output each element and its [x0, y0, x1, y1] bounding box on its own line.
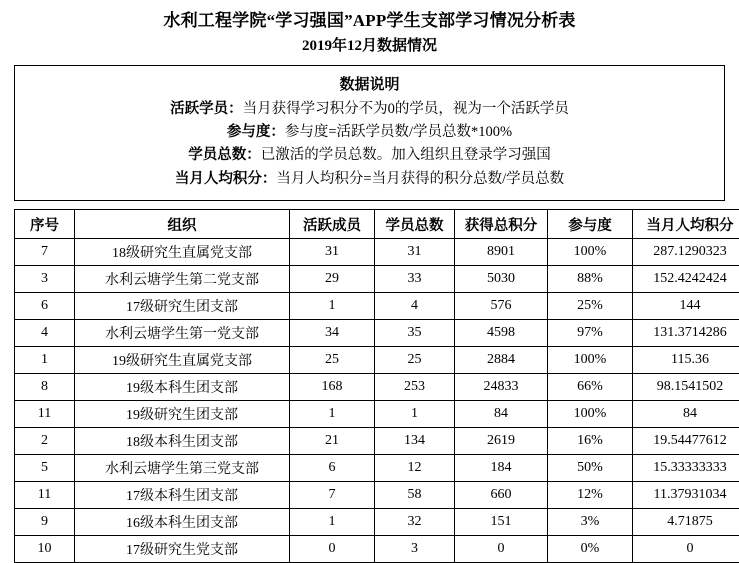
cell-total-points: 660	[455, 482, 548, 509]
cell-index: 11	[15, 482, 75, 509]
analysis-table	[14, 209, 739, 563]
cell-active-members: 1	[290, 509, 375, 536]
note-label-average-points: 当月人均积分：	[175, 171, 277, 187]
note-label-participation: 参与度：	[227, 124, 285, 140]
cell-index: 2	[15, 428, 75, 455]
cell-participation: 12%	[548, 482, 633, 509]
cell-active-members: 6	[290, 455, 375, 482]
cell-average-points: 115.36	[633, 347, 739, 374]
column-header-index: 序号	[15, 210, 75, 239]
table-row	[15, 293, 739, 320]
note-text-average-points: 当月人均积分=当月获得的积分总数/学员总数	[276, 171, 564, 187]
table-row	[15, 455, 739, 482]
table-row	[15, 239, 739, 266]
cell-total-members: 12	[375, 455, 455, 482]
cell-average-points: 0	[633, 536, 739, 563]
title-block	[0, 0, 739, 58]
note-label-total-members: 学员总数：	[188, 147, 261, 163]
table-row	[15, 374, 739, 401]
cell-index: 5	[15, 455, 75, 482]
cell-index: 11	[15, 401, 75, 428]
cell-organization: 19级研究生团支部	[75, 401, 290, 428]
note-line-total-members	[25, 144, 714, 167]
cell-organization: 17级研究生团支部	[75, 293, 290, 320]
cell-index: 1	[15, 347, 75, 374]
cell-active-members: 34	[290, 320, 375, 347]
table-row	[15, 320, 739, 347]
cell-organization: 水利云塘学生第一党支部	[75, 320, 290, 347]
cell-participation: 97%	[548, 320, 633, 347]
cell-participation: 100%	[548, 239, 633, 266]
cell-participation: 88%	[548, 266, 633, 293]
cell-index: 9	[15, 509, 75, 536]
table-header-row	[15, 210, 739, 239]
cell-total-points: 4598	[455, 320, 548, 347]
cell-average-points: 152.4242424	[633, 266, 739, 293]
cell-index: 7	[15, 239, 75, 266]
page-subtitle: 2019年12月数据情况	[0, 34, 739, 58]
cell-participation: 66%	[548, 374, 633, 401]
note-text-total-members: 已激活的学员总数。加入组织且登录学习强国	[261, 147, 551, 163]
table-row	[15, 428, 739, 455]
cell-total-points: 2884	[455, 347, 548, 374]
cell-active-members: 29	[290, 266, 375, 293]
cell-active-members: 21	[290, 428, 375, 455]
cell-total-points: 5030	[455, 266, 548, 293]
cell-participation: 16%	[548, 428, 633, 455]
cell-active-members: 1	[290, 293, 375, 320]
cell-total-members: 32	[375, 509, 455, 536]
cell-organization: 18级研究生直属党支部	[75, 239, 290, 266]
cell-index: 10	[15, 536, 75, 563]
cell-participation: 50%	[548, 455, 633, 482]
cell-participation: 0%	[548, 536, 633, 563]
cell-total-members: 33	[375, 266, 455, 293]
table-row	[15, 347, 739, 374]
cell-total-members: 25	[375, 347, 455, 374]
cell-average-points: 98.1541502	[633, 374, 739, 401]
cell-total-members: 253	[375, 374, 455, 401]
cell-total-members: 3	[375, 536, 455, 563]
page-title: 水利工程学院“学习强国”APP学生支部学习情况分析表	[0, 8, 739, 34]
column-header-organization: 组织	[75, 210, 290, 239]
cell-active-members: 25	[290, 347, 375, 374]
cell-average-points: 287.1290323	[633, 239, 739, 266]
table-row	[15, 266, 739, 293]
cell-total-points: 0	[455, 536, 548, 563]
cell-organization: 19级研究生直属党支部	[75, 347, 290, 374]
cell-average-points: 84	[633, 401, 739, 428]
cell-average-points: 15.33333333	[633, 455, 739, 482]
cell-average-points: 19.54477612	[633, 428, 739, 455]
cell-participation: 3%	[548, 509, 633, 536]
cell-average-points: 131.3714286	[633, 320, 739, 347]
cell-active-members: 0	[290, 536, 375, 563]
cell-total-points: 2619	[455, 428, 548, 455]
cell-organization: 17级本科生团支部	[75, 482, 290, 509]
cell-total-points: 576	[455, 293, 548, 320]
cell-average-points: 11.37931034	[633, 482, 739, 509]
data-description-box	[14, 65, 725, 202]
column-header-total-points: 获得总积分	[455, 210, 548, 239]
cell-organization: 16级本科生团支部	[75, 509, 290, 536]
table-row	[15, 536, 739, 563]
cell-active-members: 7	[290, 482, 375, 509]
cell-total-points: 84	[455, 401, 548, 428]
table-row	[15, 482, 739, 509]
column-header-average-points: 当月人均积分	[633, 210, 739, 239]
cell-average-points: 144	[633, 293, 739, 320]
column-header-participation: 参与度	[548, 210, 633, 239]
table-row	[15, 509, 739, 536]
cell-total-points: 8901	[455, 239, 548, 266]
cell-active-members: 168	[290, 374, 375, 401]
note-line-participation	[25, 121, 714, 144]
cell-index: 3	[15, 266, 75, 293]
note-line-average-points	[25, 168, 714, 191]
notes-heading: 数据说明	[25, 73, 714, 94]
cell-index: 6	[15, 293, 75, 320]
note-text-participation: 参与度=活跃学员数/学员总数*100%	[285, 124, 512, 140]
note-line-active-member	[25, 98, 714, 121]
cell-total-members: 35	[375, 320, 455, 347]
cell-average-points: 4.71875	[633, 509, 739, 536]
cell-total-members: 134	[375, 428, 455, 455]
cell-total-members: 4	[375, 293, 455, 320]
note-text-active-member: 当月获得学习积分不为0的学员，视为一个活跃学员	[243, 101, 569, 117]
table-container	[14, 209, 725, 563]
cell-organization: 水利云塘学生第二党支部	[75, 266, 290, 293]
table-row	[15, 401, 739, 428]
cell-organization: 19级本科生团支部	[75, 374, 290, 401]
note-label-active-member: 活跃学员：	[170, 101, 243, 117]
cell-organization: 18级本科生团支部	[75, 428, 290, 455]
cell-total-points: 151	[455, 509, 548, 536]
cell-index: 8	[15, 374, 75, 401]
cell-participation: 25%	[548, 293, 633, 320]
column-header-active-members: 活跃成员	[290, 210, 375, 239]
cell-total-members: 31	[375, 239, 455, 266]
table-body	[15, 239, 739, 563]
cell-organization: 水利云塘学生第三党支部	[75, 455, 290, 482]
cell-total-members: 1	[375, 401, 455, 428]
cell-active-members: 31	[290, 239, 375, 266]
cell-organization: 17级研究生党支部	[75, 536, 290, 563]
cell-total-points: 184	[455, 455, 548, 482]
cell-index: 4	[15, 320, 75, 347]
cell-total-points: 24833	[455, 374, 548, 401]
column-header-total-members: 学员总数	[375, 210, 455, 239]
cell-participation: 100%	[548, 401, 633, 428]
cell-participation: 100%	[548, 347, 633, 374]
cell-active-members: 1	[290, 401, 375, 428]
cell-total-members: 58	[375, 482, 455, 509]
